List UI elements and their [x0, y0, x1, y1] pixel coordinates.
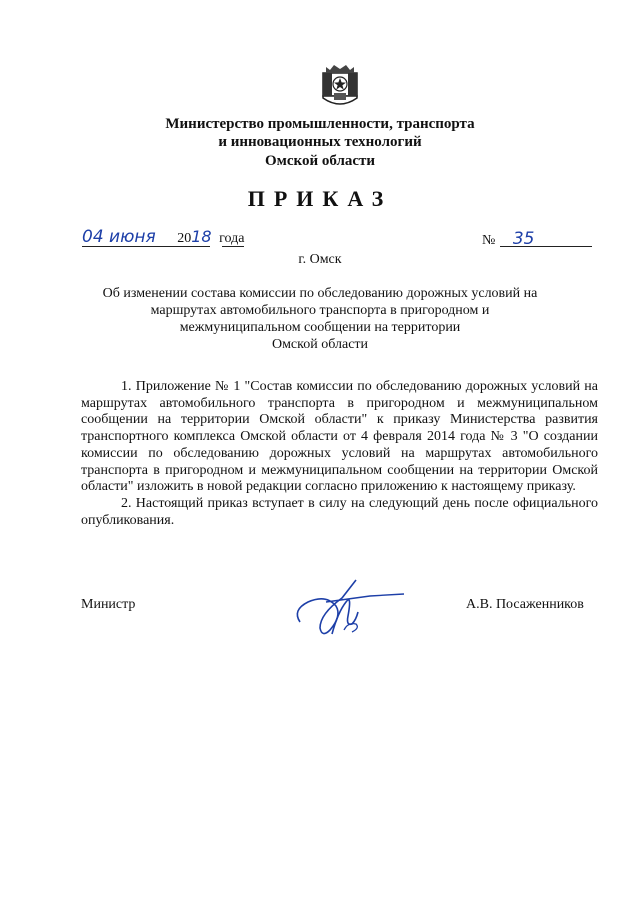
year-word: года: [219, 231, 245, 246]
signatory-title: Министр: [81, 597, 136, 612]
document-type-title: ПРИКАЗ: [247, 186, 393, 211]
issue-city: г. Омск: [298, 252, 342, 267]
handwritten-signature: [286, 572, 406, 642]
subject-line: Омской области: [271, 337, 369, 352]
number-underline: [500, 246, 592, 247]
omsk-coat-of-arms-icon: [322, 64, 358, 108]
number-sign: №: [482, 233, 496, 248]
order-number-handwritten: 35: [512, 229, 535, 249]
order-subject: [70, 285, 570, 353]
date-underline: [82, 246, 210, 247]
order-date-line: [82, 227, 244, 247]
subject-line: межмуниципальном сообщении на территории: [179, 320, 461, 335]
body-paragraph-2: 2. Настоящий приказ вступает в силу на следующий день после официального опубликования.: [81, 495, 598, 528]
body-paragraph-1: 1. Приложение № 1 "Состав комиссии по обследованию дорожных условий на маршрутах автомобильного транспорта в пригородном и межмуниципальном сообщении на территории Омской области" к приказу Министерства развития транспортного комплекса Омской области от 4 февраля 2014 года № 3 "О создании комиссии по обследованию дорожных условий на маршрутах автомобильного транспорта в пригородном и межмуниципальном сообщении на территории Омской области" изложить в новой редакции согласно приложению к настоящему приказу.: [81, 379, 598, 495]
order-body: [81, 379, 598, 529]
year-underline: [222, 246, 244, 247]
subject-line: маршрутах автомобильного транспорта в пригородном и: [150, 303, 490, 318]
ministry-name-line-1: Министерство промышленности, транспорта: [165, 116, 475, 132]
year-suffix-handwritten: 18: [191, 227, 212, 246]
ministry-name-line-2: и инновационных технологий: [218, 134, 422, 150]
ministry-name-line-3: Омской области: [264, 153, 376, 169]
signatory-name: А.В. Посаженников: [466, 597, 584, 612]
subject-line: Об изменении состава комиссии по обследованию дорожных условий на: [102, 286, 538, 301]
year-prefix: 20: [177, 231, 192, 246]
order-date-handwritten: 04 июня: [82, 227, 156, 247]
